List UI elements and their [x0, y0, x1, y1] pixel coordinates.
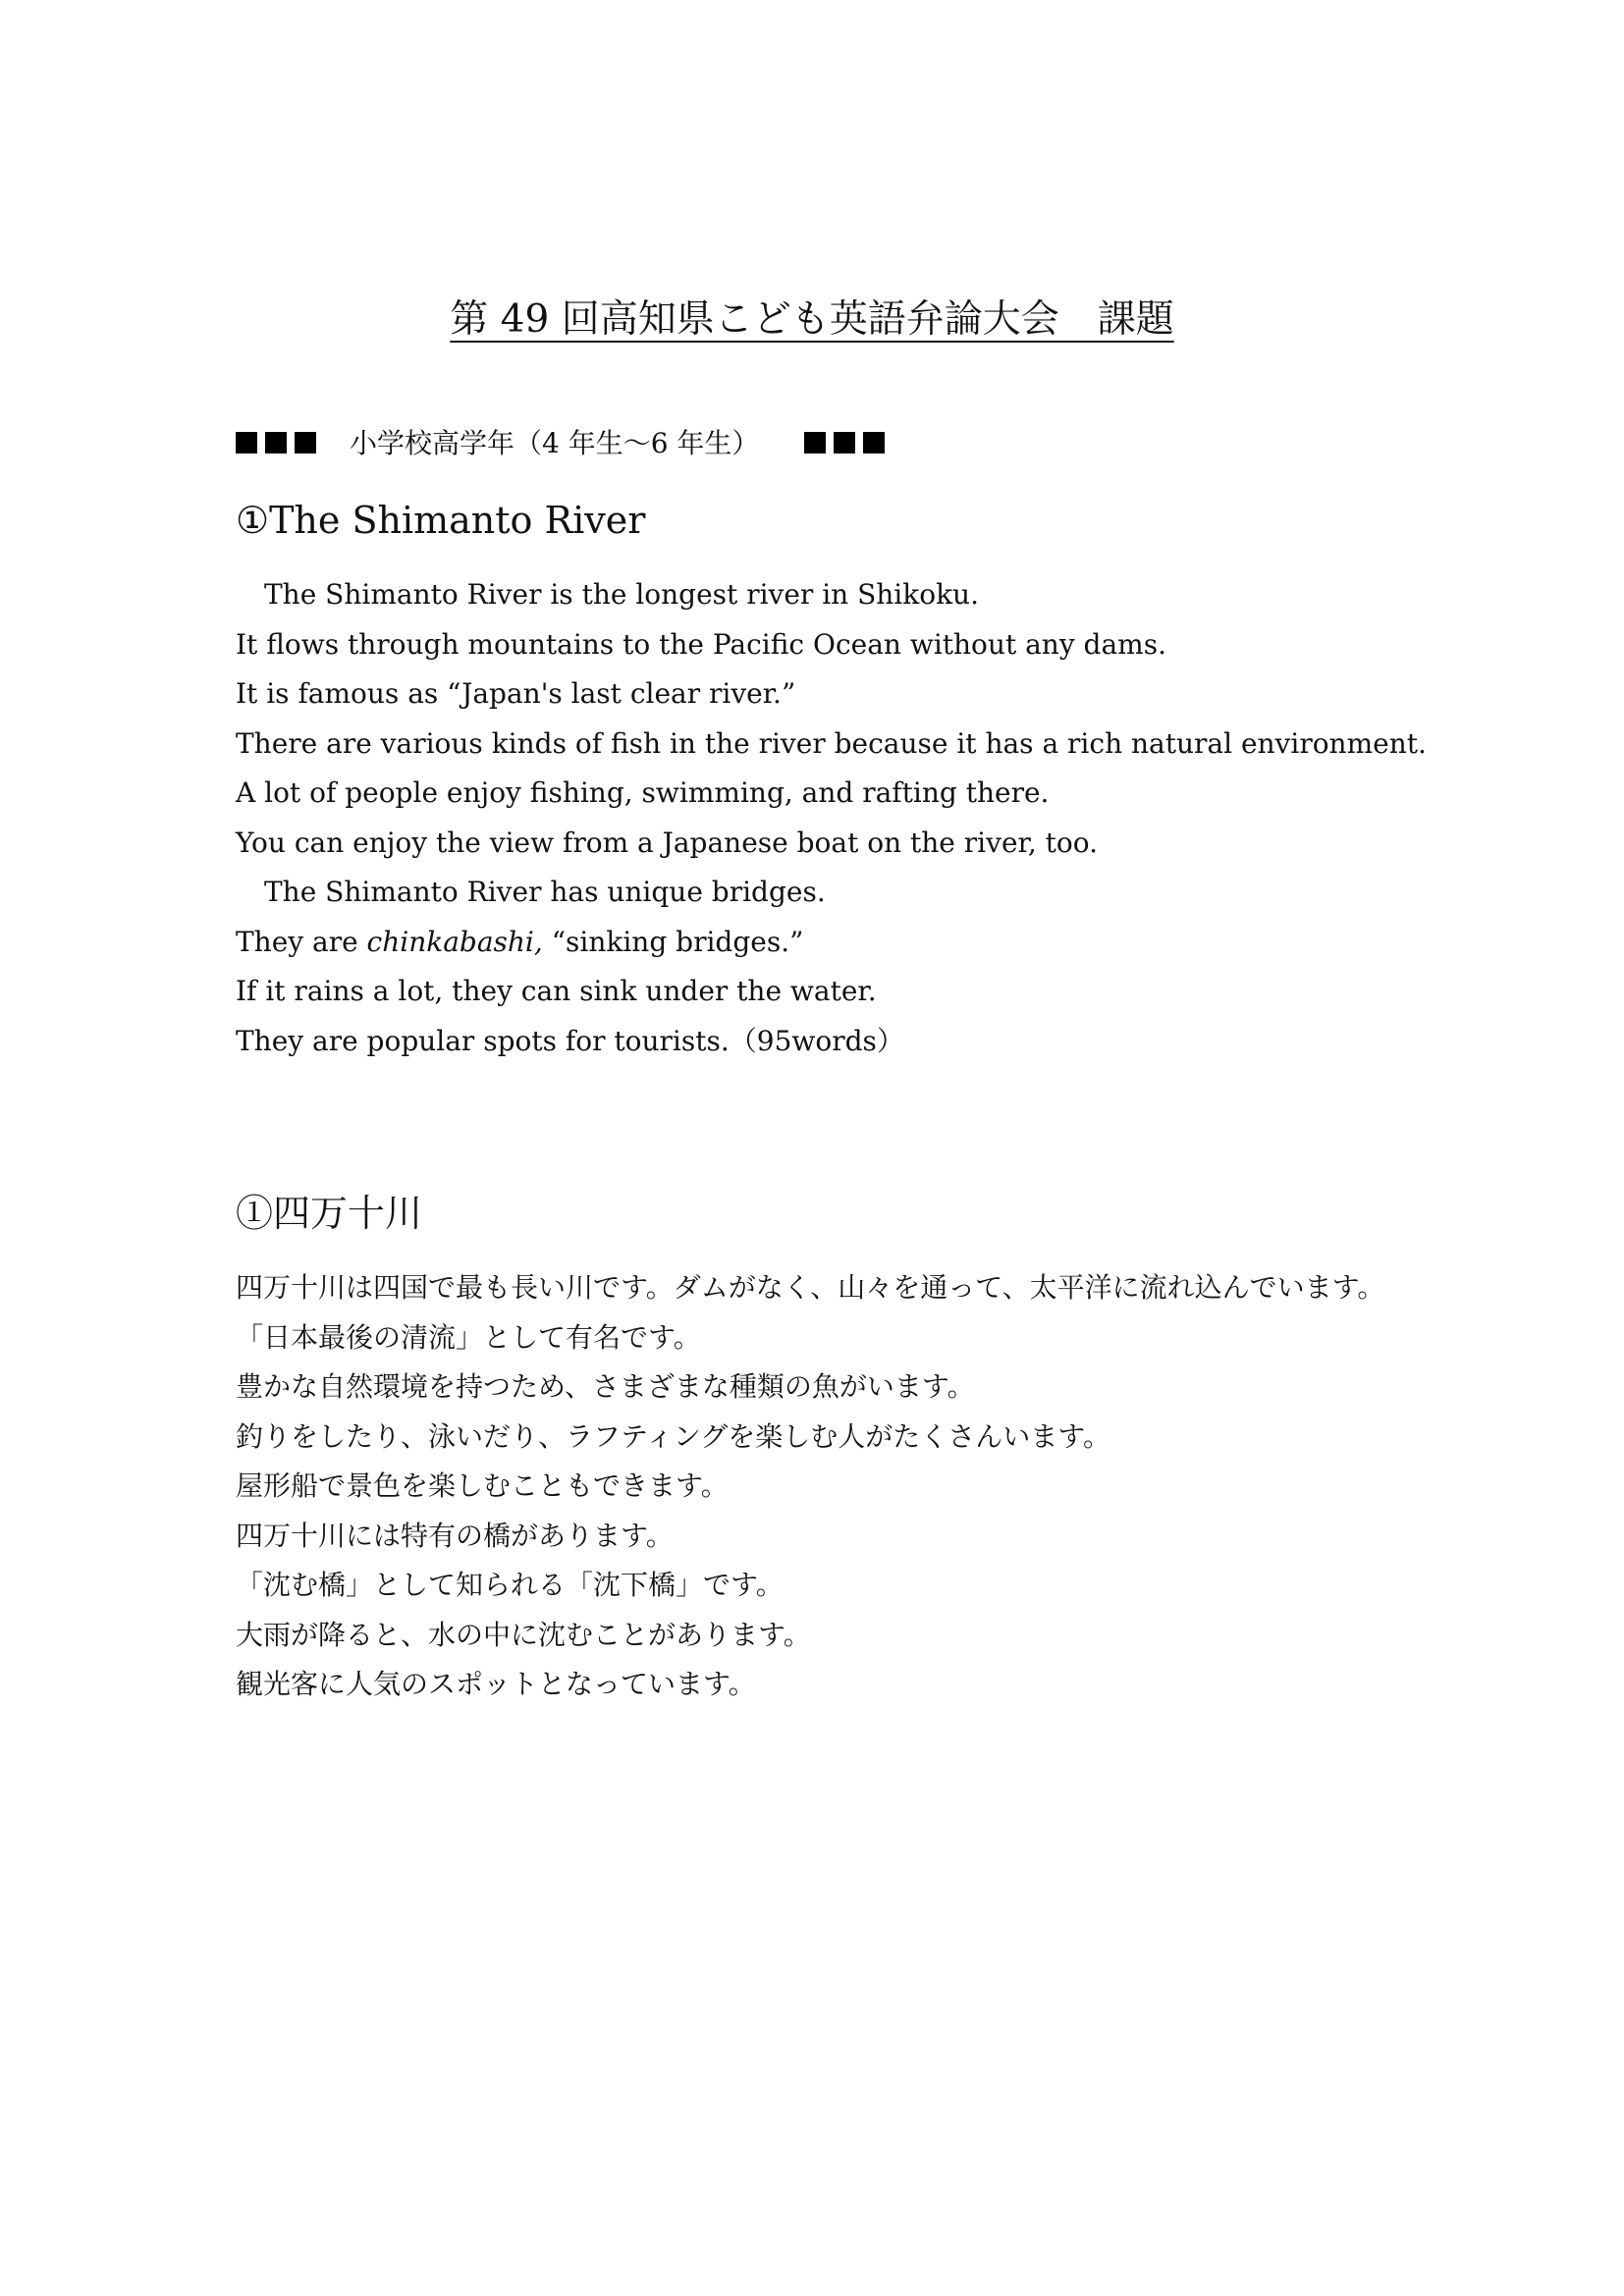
- square-bullet-icon: [265, 432, 287, 454]
- english-line: They are popular spots for tourists.（95words）: [236, 1024, 904, 1057]
- italic-term: chinkabashi,: [366, 925, 543, 958]
- japanese-heading: ①四万十川: [236, 1192, 423, 1235]
- square-bullet-icon: [834, 432, 855, 454]
- japanese-line: 釣りをしたり、泳いだり、ラフティングを楽しむ人がたくさんいます。: [236, 1419, 1110, 1453]
- english-line: If it rains a lot, they can sink under the water.: [236, 975, 877, 1007]
- japanese-line: 四万十川は四国で最も長い川です。ダムがなく、山々を通って、太平洋に流れ込んでいます。: [236, 1271, 1385, 1304]
- line-prefix: They are: [236, 925, 367, 958]
- square-bullet-icon: [295, 432, 316, 454]
- english-line: The Shimanto River has unique bridges.: [264, 876, 826, 908]
- grade-banner: [236, 424, 893, 463]
- square-bullet-icon: [804, 432, 826, 454]
- japanese-line: 豊かな自然環境を持つため、さまざまな種類の魚がいます。: [236, 1370, 975, 1403]
- english-line: You can enjoy the view from a Japanese boat on the river, too.: [236, 826, 1098, 859]
- english-line: It flows through mountains to the Pacific Ocean without any dams.: [236, 627, 1166, 661]
- english-line: A lot of people enjoy fishing, swimming, and rafting there.: [236, 776, 1050, 809]
- japanese-passage: [236, 1263, 1384, 1710]
- japanese-line: 観光客に人気のスポットとなっています。: [236, 1668, 756, 1700]
- english-passage: [236, 570, 1427, 1066]
- english-line-bridges: [236, 918, 1427, 968]
- english-heading: ①The Shimanto River: [236, 499, 646, 542]
- japanese-line: 屋形船で景色を楽しむこともできます。: [236, 1469, 729, 1502]
- grade-label: 小学校高学年（4 年生〜6 年生）: [350, 427, 760, 459]
- english-line: The Shimanto River is the longest river in Shikoku.: [264, 578, 979, 611]
- japanese-line: 四万十川には特有の橋があります。: [236, 1519, 674, 1552]
- japanese-line: 「日本最後の清流」として有名です。: [236, 1320, 701, 1354]
- line-suffix: “sinking bridges.”: [542, 925, 804, 958]
- page-title: [0, 293, 1624, 347]
- square-bullet-icon: [863, 432, 885, 454]
- english-line: There are various kinds of fish in the river because it has a rich natural environment.: [236, 726, 1427, 760]
- square-bullet-icon: [236, 432, 257, 454]
- japanese-line: 「沈む橋」として知られる「沈下橋」です。: [236, 1569, 784, 1601]
- english-line: It is famous as “Japan's last clear river.”: [236, 677, 796, 710]
- japanese-line: 大雨が降ると、水の中に沈むことがあります。: [236, 1618, 811, 1651]
- page-title-text: 第 49 回高知県こども英語弁論大会 課題: [450, 297, 1174, 342]
